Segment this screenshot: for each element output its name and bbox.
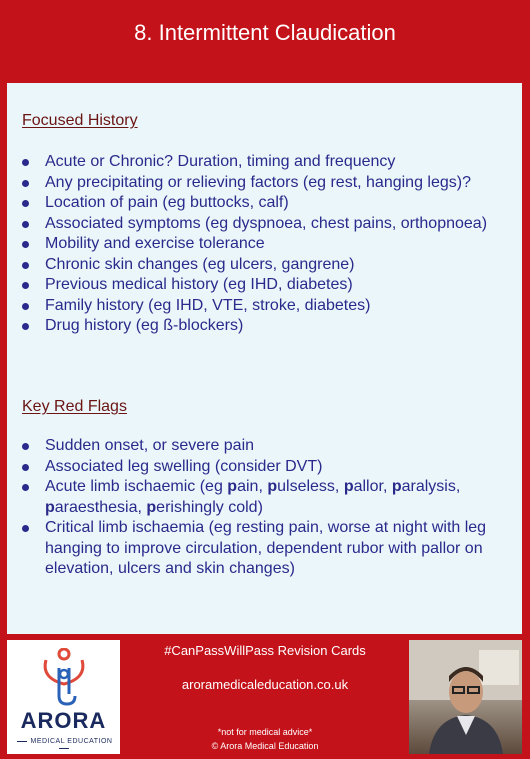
bullet-icon xyxy=(22,262,29,269)
bullet-icon xyxy=(22,525,29,532)
focused-history-list xyxy=(22,152,512,337)
list-item: Sudden onset, or severe pain xyxy=(22,436,512,457)
bullet-icon xyxy=(22,200,29,207)
red-flags-list xyxy=(22,436,512,580)
bullet-icon xyxy=(22,180,29,187)
list-item: Location of pain (eg buttocks, calf) xyxy=(22,193,512,214)
bullet-icon xyxy=(22,323,29,330)
bullet-icon xyxy=(22,159,29,166)
list-item: Mobility and exercise tolerance xyxy=(22,234,512,255)
portrait-image-icon xyxy=(409,640,522,754)
disclaimer-text: *not for medical advice* xyxy=(217,727,313,737)
bullet-icon xyxy=(22,443,29,450)
list-item: Drug history (eg ß-blockers) xyxy=(22,316,512,337)
acute-limb-text: Acute limb ischaemic (eg pain, pulseless, pallor, paralysis, paraesthesia, perishingly cold) xyxy=(45,478,461,516)
logo-wordmark: ARORA xyxy=(20,708,107,733)
bullet-icon xyxy=(22,303,29,310)
list-item: Chronic skin changes (eg ulcers, gangrene) xyxy=(22,255,512,276)
bullet-icon xyxy=(22,484,29,491)
bullet-icon xyxy=(22,282,29,289)
list-item: Associated symptoms (eg dyspnoea, chest pains, orthopnoea) xyxy=(22,214,512,235)
card-title: 8. Intermittent Claudication xyxy=(134,20,396,45)
author-photo xyxy=(409,640,522,754)
bullet-icon xyxy=(22,241,29,248)
list-item xyxy=(22,477,512,518)
logo-subtitle: MEDICAL EDUCATION xyxy=(7,738,120,752)
list-item: Associated leg swelling (consider DVT) xyxy=(22,457,512,478)
list-item: Previous medical history (eg IHD, diabetes) xyxy=(22,275,512,296)
hashtag-text: #CanPassWillPass Revision Cards xyxy=(164,643,366,658)
list-item: Critical limb ischaemia (eg resting pain, worse at night with leg hanging to improve circulation, dependent rubor with pallor on elevation, ulcers and skin changes) xyxy=(22,518,512,580)
list-item: Any precipitating or relieving factors (eg rest, hanging legs)? xyxy=(22,173,512,194)
list-item: Family history (eg IHD, VTE, stroke, diabetes) xyxy=(22,296,512,317)
stethoscope-logo-icon xyxy=(37,648,91,706)
red-flags-heading: Key Red Flags xyxy=(22,398,127,415)
content-card xyxy=(7,83,522,634)
website-link[interactable]: aroramedicaleducation.co.uk xyxy=(181,677,349,692)
copyright-text: © Arora Medical Education xyxy=(211,741,319,751)
bullet-icon xyxy=(22,221,29,228)
list-item: Acute or Chronic? Duration, timing and frequency xyxy=(22,152,512,173)
bullet-icon xyxy=(22,464,29,471)
focused-history-heading: Focused History xyxy=(22,112,138,129)
arora-logo xyxy=(7,640,120,754)
